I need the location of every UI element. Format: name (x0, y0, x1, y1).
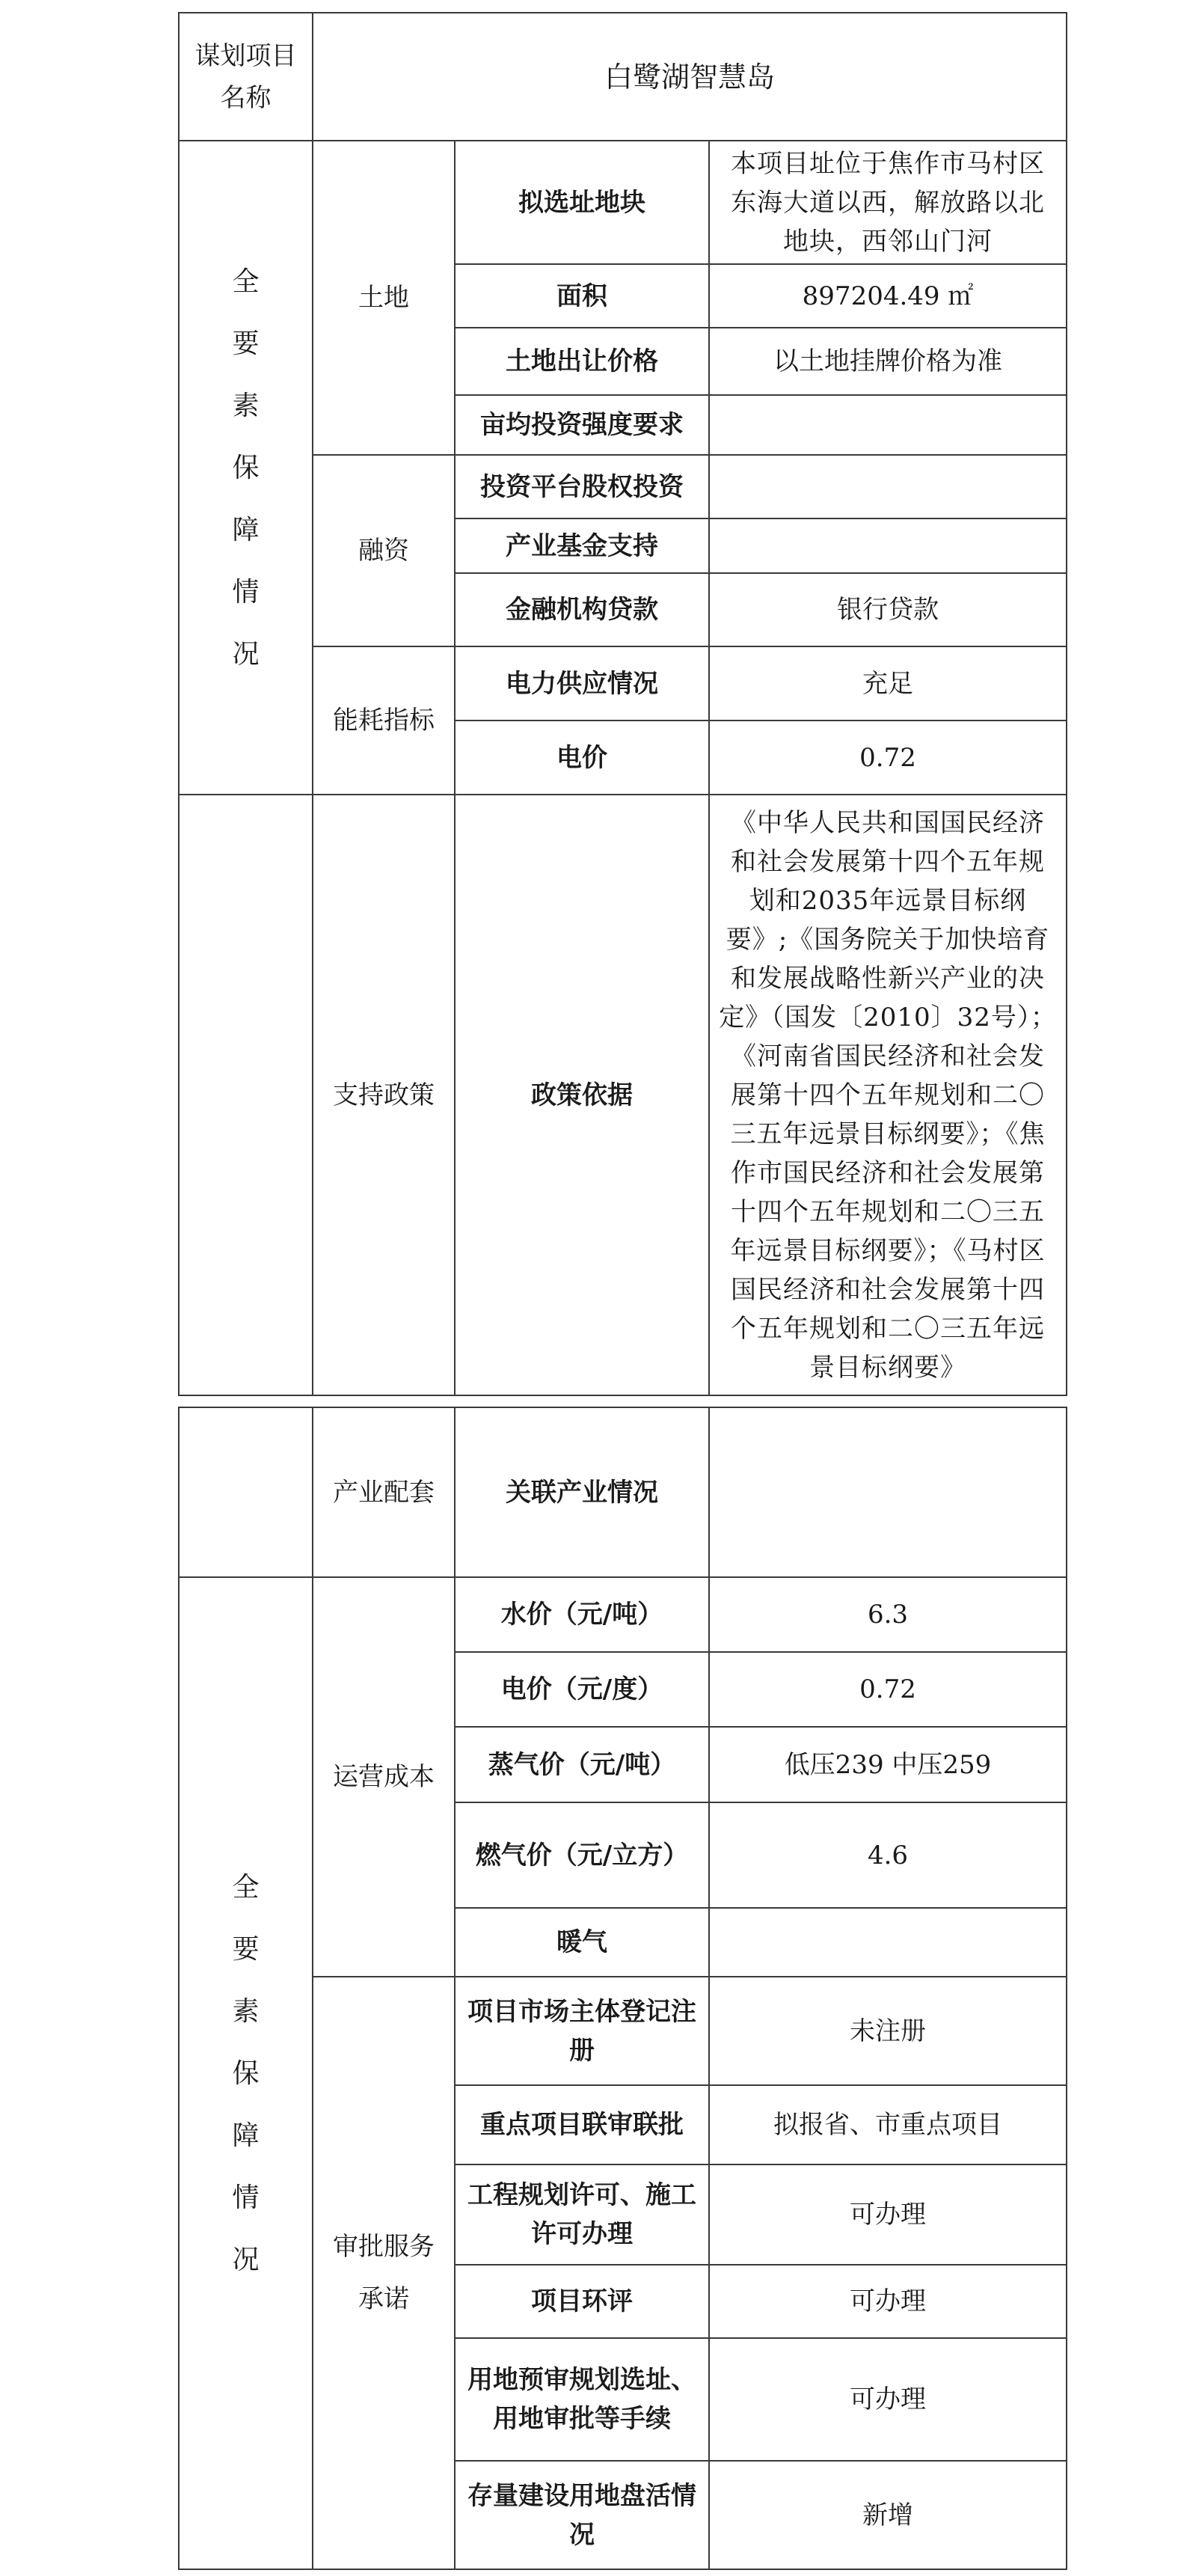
side-char: 要 (232, 1933, 260, 1965)
gas-price-value: 4.6 (709, 1802, 1067, 1908)
group-policy: 支持政策 (313, 795, 455, 1395)
eia-label: 项目环评 (455, 2265, 709, 2338)
group-land: 土地 (313, 141, 455, 455)
fund-label: 产业基金支持 (455, 518, 709, 573)
stock-land-label: 存量建设用地盘活情况 (455, 2461, 709, 2569)
permit-value: 可办理 (709, 2164, 1067, 2265)
water-price-value: 6.3 (709, 1577, 1067, 1652)
land-approval-value: 可办理 (709, 2338, 1067, 2461)
site-value: 本项目址位于焦作市马村区东海大道以西，解放路以北地块，西邻山门河 (709, 141, 1067, 264)
side-char: 保 (232, 2058, 260, 2089)
side-char: 要 (232, 328, 260, 359)
heating-value (709, 1908, 1067, 1977)
electric-price-value: 0.72 (709, 1652, 1067, 1727)
side-char: 况 (232, 2244, 260, 2275)
water-price-label: 水价（元/吨） (455, 1577, 709, 1652)
side-label-all-elements (179, 141, 313, 795)
loan-label: 金融机构贷款 (455, 573, 709, 646)
related-industry-value (709, 1407, 1067, 1577)
policy-label: 政策依据 (455, 795, 709, 1395)
side-label-top-spacer (179, 1407, 313, 1577)
side-char: 况 (232, 638, 260, 670)
power-price-value: 0.72 (709, 721, 1067, 795)
equity-label: 投资平台股权投资 (455, 455, 709, 518)
registration-value: 未注册 (709, 1977, 1067, 2085)
land-price-value: 以土地挂牌价格为准 (709, 328, 1067, 395)
land-price-label: 土地出让价格 (455, 328, 709, 395)
related-industry-label: 关联产业情况 (455, 1407, 709, 1577)
group-approval-line-2: 承诺 (358, 2284, 409, 2314)
side-char: 全 (232, 1871, 260, 1903)
key-project-label: 重点项目联审联批 (455, 2085, 709, 2164)
side-char: 情 (232, 576, 260, 608)
policy-value: 《中华人民共和国国民经济和社会发展第十四个五年规划和2035年远景目标纲要》;《国务院关于加快培育和发展战略性新兴产业的决定》（国发〔2010〕32号）；《河南省国民经济和社会发展第十四个五年规划和二〇三五年远景目标纲要》；《焦作市国民经济和社会发展第十四个五年规划和二〇三五年远景目标纲要》；《马村区国民经济和社会发展第十四个五年规划和二〇三五年远景目标纲要》 (709, 795, 1067, 1395)
project-name-header (179, 13, 313, 141)
area-label: 面积 (455, 264, 709, 328)
project-table-1 (178, 12, 1067, 1396)
loan-value: 银行贷款 (709, 573, 1067, 646)
side-char: 素 (232, 390, 260, 421)
project-name-header-line-2: 名称 (220, 82, 272, 113)
project-table-2 (178, 1407, 1067, 2570)
equity-value (709, 455, 1067, 518)
side-char: 障 (232, 514, 260, 545)
invest-intensity-value (709, 395, 1067, 455)
power-supply-label: 电力供应情况 (455, 646, 709, 721)
steam-price-value: 低压239 中压259 (709, 1727, 1067, 1802)
area-value: 897204.49 ㎡ (709, 264, 1067, 328)
project-name-value: 白鹭湖智慧岛 (313, 13, 1067, 141)
registration-label: 项目市场主体登记注册 (455, 1977, 709, 2085)
heating-label: 暖气 (455, 1908, 709, 1977)
group-operating-cost: 运营成本 (313, 1577, 455, 1977)
stock-land-value: 新增 (709, 2461, 1067, 2569)
site-label: 拟选址地块 (455, 141, 709, 264)
side-label-all-elements-2 (179, 1577, 313, 2569)
steam-price-label: 蒸气价（元/吨） (455, 1727, 709, 1802)
group-approval-line-1: 审批服务 (333, 2232, 435, 2262)
fund-value (709, 518, 1067, 573)
power-price-label: 电价 (455, 721, 709, 795)
eia-value: 可办理 (709, 2265, 1067, 2338)
side-label-policy-spacer (179, 795, 313, 1395)
group-energy: 能耗指标 (313, 646, 455, 795)
side-char: 素 (232, 1995, 260, 2027)
permit-label: 工程规划许可、施工许可办理 (455, 2164, 709, 2265)
group-approval (313, 1977, 455, 2569)
side-char: 情 (232, 2182, 260, 2213)
land-approval-label: 用地预审规划选址、用地审批等手续 (455, 2338, 709, 2461)
group-industry: 产业配套 (313, 1407, 455, 1577)
side-char: 全 (232, 266, 260, 297)
group-finance: 融资 (313, 455, 455, 646)
side-char: 障 (232, 2120, 260, 2151)
side-char: 保 (232, 452, 260, 483)
key-project-value: 拟报省、市重点项目 (709, 2085, 1067, 2164)
power-supply-value: 充足 (709, 646, 1067, 721)
electric-price-label: 电价（元/度） (455, 1652, 709, 1727)
gas-price-label: 燃气价（元/立方） (455, 1802, 709, 1908)
invest-intensity-label: 亩均投资强度要求 (455, 395, 709, 455)
project-name-header-line-1: 谋划项目 (194, 40, 297, 71)
